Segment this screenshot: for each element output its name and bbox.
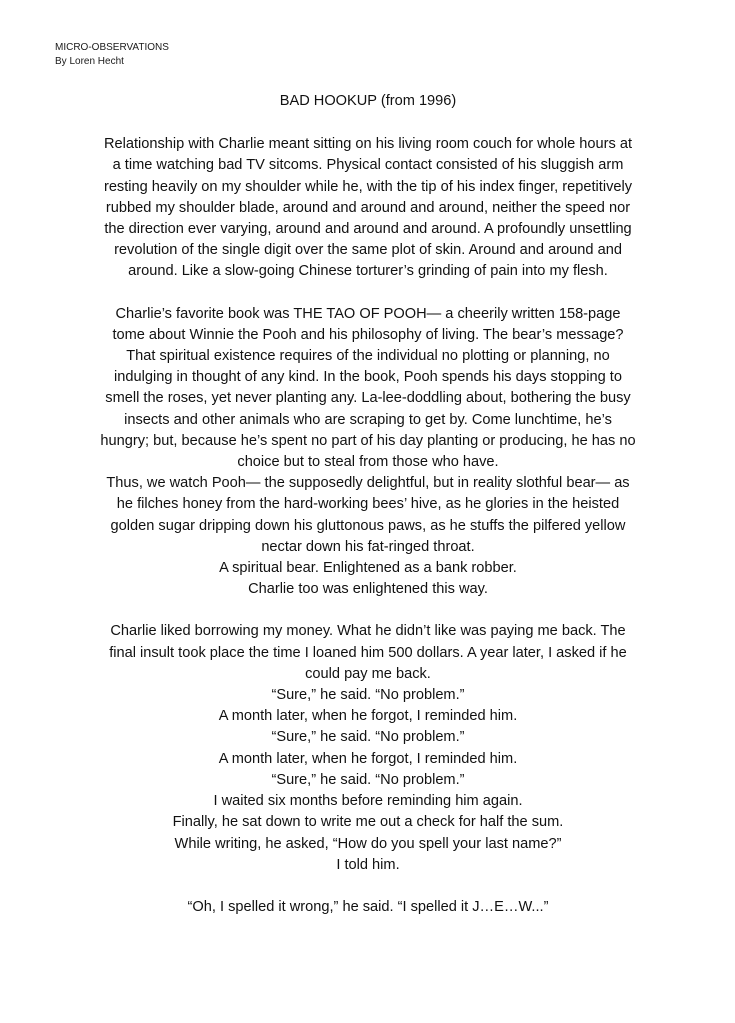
text-line: around. Like a slow-going Chinese torturer’s grinding of pain into my flesh. bbox=[128, 263, 608, 280]
text-line: While writing, he asked, “How do you spell your last name?” bbox=[174, 835, 562, 852]
text-line: “Sure,” he said. “No problem.” bbox=[271, 687, 465, 704]
paragraph bbox=[40, 304, 696, 601]
text-line: Finally, he sat down to write me out a check for half the sum. bbox=[172, 814, 564, 831]
text-line: A month later, when he forgot, I reminded him. bbox=[218, 750, 518, 767]
text-line: smell the roses, yet never planting any. La-lee-doddling about, bothering the busy bbox=[105, 390, 631, 407]
text-line: Charlie too was enlightened this way. bbox=[248, 581, 488, 598]
text-line: rubbed my shoulder blade, around and around and around, neither the speed nor bbox=[105, 199, 631, 216]
text-line: Relationship with Charlie meant sitting on his living room couch for whole hours at bbox=[103, 136, 633, 153]
story-title: BAD HOOKUP (from 1996) bbox=[279, 93, 457, 109]
series-title: MICRO-OBSERVATIONS bbox=[55, 42, 169, 53]
author-byline: By Loren Hecht bbox=[55, 56, 124, 67]
text-line: A spiritual bear. Enlightened as a bank robber. bbox=[219, 560, 517, 577]
text-line: I told him. bbox=[336, 856, 400, 873]
text-line: I waited six months before reminding him again. bbox=[213, 793, 523, 810]
story-text bbox=[40, 134, 696, 918]
text-line: golden sugar dripping down his gluttonous paws, as he stuffs the pilfered yellow bbox=[110, 517, 626, 534]
paragraph bbox=[40, 897, 696, 918]
text-line: indulging in thought of any kind. In the book, Pooh spends his days stopping to bbox=[114, 369, 622, 386]
text-line: “Sure,” he said. “No problem.” bbox=[271, 729, 465, 746]
text-line: Thus, we watch Pooh— the supposedly delightful, but in reality slothful bear— as bbox=[106, 475, 630, 492]
text-line: Charlie’s favorite book was THE TAO OF POOH— a cheerily written 158-page bbox=[115, 305, 621, 322]
text-line: That spiritual existence requires of the individual no plotting or planning, no bbox=[126, 348, 610, 365]
text-line: revolution of the single digit over the same plot of skin. Around and around and bbox=[114, 242, 622, 259]
text-line: A month later, when he forgot, I reminded him. bbox=[218, 708, 518, 725]
text-line: he filches honey from the hard-working bees’ hive, as he glories in the heisted bbox=[116, 496, 620, 513]
document-header bbox=[55, 41, 169, 69]
text-line: Charlie liked borrowing my money. What he didn’t like was paying me back. The bbox=[110, 623, 626, 640]
text-line: resting heavily on my shoulder while he, with the tip of his index finger, repetitively bbox=[103, 178, 633, 195]
document-body bbox=[40, 91, 696, 939]
text-line: the direction ever varying, around and around and around. A profoundly unsettling bbox=[104, 221, 632, 238]
text-line: nectar down his fat-ringed throat. bbox=[261, 538, 475, 555]
paragraph bbox=[40, 621, 696, 875]
text-line: insects and other animals who are scraping to get by. Come lunchtime, he’s bbox=[124, 411, 612, 428]
text-line: “Oh, I spelled it wrong,” he said. “I spelled it J…E…W...” bbox=[187, 898, 549, 915]
text-line: tome about Winnie the Pooh and his philosophy of living. The bear’s message? bbox=[112, 326, 624, 343]
text-line: “Sure,” he said. “No problem.” bbox=[271, 771, 465, 788]
text-line: final insult took place the time I loaned him 500 dollars. A year later, I asked if he bbox=[109, 644, 627, 661]
text-line: could pay me back. bbox=[305, 665, 431, 682]
text-line: a time watching bad TV sitcoms. Physical contact consisted of his sluggish arm bbox=[112, 157, 624, 174]
text-line: hungry; but, because he’s spent no part of his day planting or producing, he has no bbox=[100, 432, 636, 449]
text-line: choice but to steal from those who have. bbox=[237, 454, 499, 471]
paragraph bbox=[40, 134, 696, 282]
